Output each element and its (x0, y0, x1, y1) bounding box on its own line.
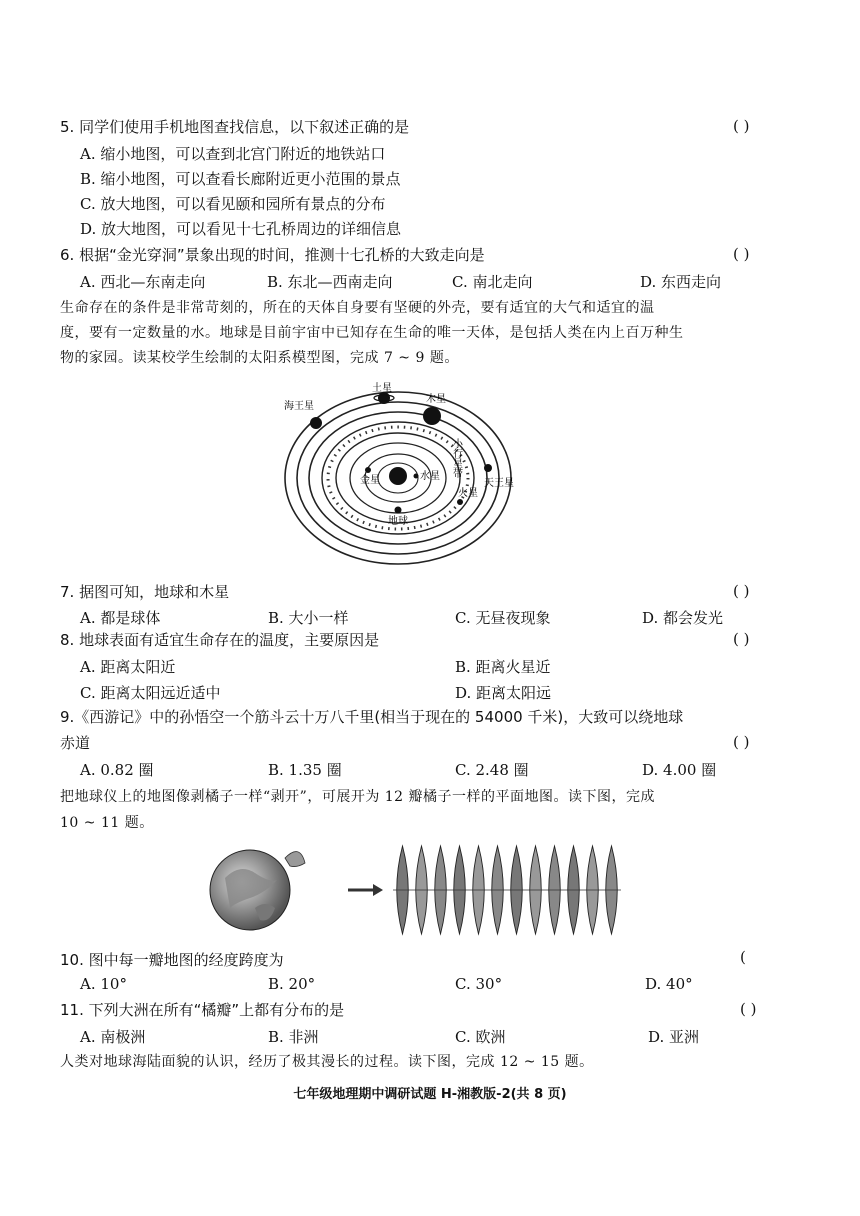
q11-option-c[interactable]: C. 欧洲 (455, 1028, 506, 1046)
q11-option-d[interactable]: D. 亚洲 (648, 1028, 700, 1046)
q9-stem: 9.《西游记》中的孙悟空一个筋斗云十万八千里(相当于现在的 54000 千米)，大致可以绕地球 (60, 708, 684, 726)
passage-1-line-2: 度，要有一定数量的水。地球是目前宇宙中已知存在生命的唯一天体，是包括人类在内上百万种生 (60, 325, 684, 341)
q6-option-b[interactable]: B. 东北—西南走向 (267, 273, 393, 291)
q5-answer-paren[interactable]: ( ) (733, 117, 750, 135)
sun-icon (389, 467, 407, 485)
q10-option-b[interactable]: B. 20° (268, 975, 316, 993)
q10-option-c[interactable]: C. 30° (455, 975, 503, 993)
label-venus: 金星 (360, 475, 380, 486)
q9-option-b[interactable]: B. 1.35 圈 (268, 761, 342, 779)
label-mars: 火星 (458, 488, 478, 499)
q5-option-c[interactable]: C. 放大地图，可以看见颐和园所有景点的分布 (80, 195, 386, 213)
label-neptune: 海王星 (284, 401, 314, 412)
q8-stem: 8. 地球表面有适宜生命存在的温度，主要原因是 (60, 631, 380, 649)
passage-2-line-1: 把地球仪上的地图像剥橘子一样“剥开”，可展开为 12 瓣橘子一样的平面地图。读下图，完成 (60, 789, 656, 805)
q11-answer-paren[interactable]: ( ) (740, 1000, 757, 1018)
q10-option-d[interactable]: D. 40° (645, 975, 693, 993)
solar-system-diagram (280, 378, 525, 568)
mars-icon (457, 499, 463, 505)
label-asteroid-belt: 小行星带 (450, 438, 462, 478)
q6-option-d[interactable]: D. 东西走向 (640, 273, 722, 291)
q7-answer-paren[interactable]: ( ) (733, 582, 750, 600)
venus-icon (365, 467, 371, 473)
q7-option-a[interactable]: A. 都是球体 (80, 609, 161, 627)
q11-option-a[interactable]: A. 南极洲 (80, 1028, 146, 1046)
orange-peel-map (393, 846, 621, 934)
q9-option-d[interactable]: D. 4.00 圈 (642, 761, 717, 779)
earth-icon (395, 507, 402, 514)
label-uranus: 天王星 (484, 478, 514, 489)
q8-option-b[interactable]: B. 距离火星近 (455, 658, 551, 676)
globe-icon (210, 850, 305, 930)
page-footer: 七年级地理期中调研试题 H-湘教版-2(共 8 页) (293, 1087, 567, 1102)
globe-peel-diagram (205, 838, 625, 938)
q5-stem: 5. 同学们使用手机地图查找信息，以下叙述正确的是 (60, 118, 410, 136)
q6-option-a[interactable]: A. 西北—东南走向 (80, 273, 206, 291)
q5-option-b[interactable]: B. 缩小地图，可以查看长廊附近更小范围的景点 (80, 170, 401, 188)
q9-option-c[interactable]: C. 2.48 圈 (455, 761, 529, 779)
q5-option-a[interactable]: A. 缩小地图，可以查到北宫门附近的地铁站口 (80, 145, 386, 163)
jupiter-icon (423, 407, 441, 425)
q7-option-b[interactable]: B. 大小一样 (268, 609, 349, 627)
q10-stem: 10. 图中每一瓣地图的经度跨度为 (60, 951, 284, 969)
q10-option-a[interactable]: A. 10° (80, 975, 127, 993)
q10-answer-paren[interactable]: ( (740, 948, 746, 966)
passage-1-line-1: 生命存在的条件是非常苛刻的，所在的天体自身要有坚硬的外壳，要有适宜的大气和适宜的温 (60, 300, 655, 316)
q5-option-d[interactable]: D. 放大地图，可以看见十七孔桥周边的详细信息 (80, 220, 402, 238)
passage-2-line-2: 10 ~ 11 题。 (60, 815, 154, 831)
q8-option-a[interactable]: A. 距离太阳近 (80, 658, 176, 676)
q9-stem-continued: 赤道 (60, 734, 91, 752)
passage-1-line-3: 物的家园。读某校学生绘制的太阳系模型图，完成 7 ~ 9 题。 (60, 350, 459, 366)
passage-3: 人类对地球海陆面貌的认识，经历了极其漫长的过程。读下图，完成 12 ~ 15 题。 (60, 1054, 594, 1070)
q7-stem: 7. 据图可知，地球和木星 (60, 583, 230, 601)
q9-answer-paren[interactable]: ( ) (733, 733, 750, 751)
q9-option-a[interactable]: A. 0.82 圈 (80, 761, 154, 779)
mercury-icon (414, 474, 419, 479)
label-saturn: 土星 (372, 383, 392, 394)
uranus-icon (484, 464, 492, 472)
neptune-icon (310, 417, 322, 429)
q7-option-d[interactable]: D. 都会发光 (642, 609, 724, 627)
q6-option-c[interactable]: C. 南北走向 (452, 273, 533, 291)
q7-option-c[interactable]: C. 无昼夜现象 (455, 609, 551, 627)
q6-stem: 6. 根据“金光穿洞”景象出现的时间，推测十七孔桥的大致走向是 (60, 246, 485, 264)
q8-option-c[interactable]: C. 距离太阳远近适中 (80, 684, 221, 702)
q8-option-d[interactable]: D. 距离太阳远 (455, 684, 552, 702)
label-mercury: 水星 (420, 471, 440, 482)
q11-stem: 11. 下列大洲在所有“橘瓣”上都有分布的是 (60, 1001, 345, 1019)
q8-answer-paren[interactable]: ( ) (733, 630, 750, 648)
arrow-right-icon (348, 884, 383, 896)
label-jupiter: 木星 (426, 394, 446, 405)
q11-option-b[interactable]: B. 非洲 (268, 1028, 319, 1046)
label-earth: 地球 (388, 516, 408, 527)
q6-answer-paren[interactable]: ( ) (733, 245, 750, 263)
